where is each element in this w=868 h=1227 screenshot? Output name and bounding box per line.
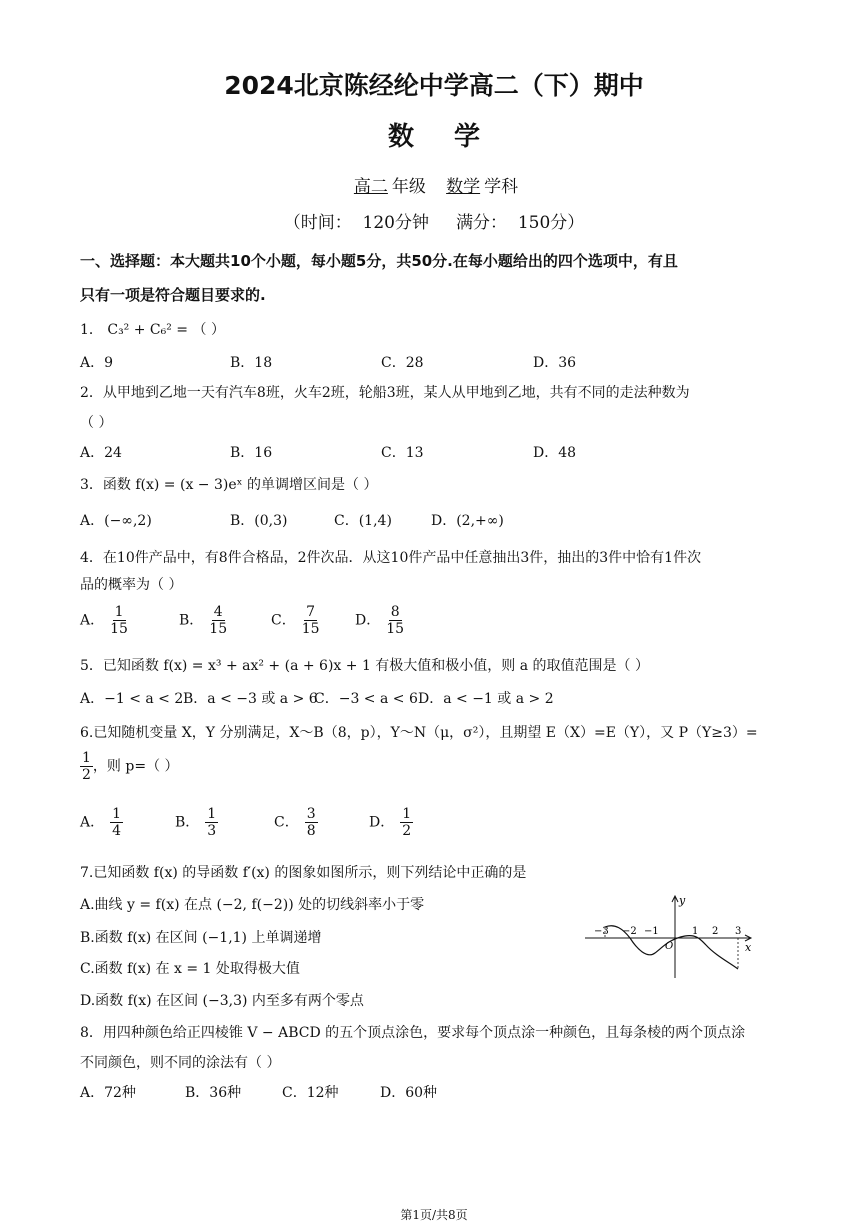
numerator: 1 — [82, 750, 91, 766]
denominator: 3 — [207, 823, 217, 840]
q1-option-c: C．28 — [381, 355, 424, 371]
q3-option-d: D．(2,+∞) — [431, 513, 504, 529]
q6-option-c — [274, 806, 318, 839]
q6-option-a-label: A． — [80, 814, 105, 831]
q1-option-a: A．9 — [80, 355, 114, 371]
q3-option-c: C．(1,4) — [334, 513, 392, 529]
tick-label-neg3: −3 — [594, 926, 609, 937]
question-2-stem-cont: （ ） — [80, 415, 113, 431]
q6-option-d — [369, 806, 413, 839]
q2-option-a: A．24 — [80, 445, 122, 461]
q5-option-c: C．−3 < a < 6 — [314, 691, 418, 707]
q4-option-a — [80, 604, 128, 637]
q5-option-b: B．a < −3 或 a > 6 — [183, 691, 318, 707]
q4-option-a-label: A． — [80, 612, 105, 629]
q4-option-b — [179, 604, 227, 637]
question-7-stem: 7.已知函数 f(x) 的导函数 f′(x) 的图象如图所示，则下列结论中正确的是 — [80, 865, 527, 881]
tick-label-1: 1 — [692, 926, 699, 937]
q1-option-b: B．18 — [230, 355, 273, 371]
q5-option-d: D．a < −1 或 a > 2 — [418, 691, 554, 707]
q2-option-d: D．48 — [533, 445, 577, 461]
q7-option-c: C.函数 f(x) 在 x = 1 处取得极大值 — [80, 961, 300, 977]
exam-title: 2024北京陈经纶中学高二（下）期中 — [224, 71, 644, 100]
tick-label-3: 3 — [735, 926, 742, 937]
discipline-suffix: 学科 — [484, 177, 519, 197]
question-4-stem: 4．在10件产品中，有8件合格品，2件次品．从这10件产品中任意抽出3件，抽出的3件中恰有1件次 — [80, 550, 702, 566]
q2-option-c: C．13 — [381, 445, 424, 461]
numerator: 7 — [306, 604, 316, 620]
question-5-stem: 5．已知函数 f(x) = x³ + ax² + (a + 6)x + 1 有极大值和极小值，则 a 的取值范围是（ ） — [80, 658, 650, 674]
y-axis-label: y — [679, 894, 686, 907]
tick-label-2: 2 — [712, 926, 719, 937]
q4-option-b-label: B． — [179, 612, 204, 629]
numerator: 4 — [213, 604, 223, 620]
derivative-graph — [585, 893, 755, 983]
question-6-stem: 6.已知随机变量 X，Y 分别满足，X～B（8，p），Y～N（μ，σ²），且期望 E（X）=E（Y），又 P（Y≥3）= — [80, 725, 758, 741]
question-8-stem-cont: 不同颜色，则不同的涂法有（ ） — [80, 1055, 281, 1071]
q5-option-a: A．−1 < a < 2 — [80, 691, 184, 707]
x-axis-label: x — [745, 941, 752, 954]
q6-stem-tail: ，则 p=（ ） — [92, 758, 179, 775]
q4-option-a-fraction — [110, 604, 128, 637]
q4-option-c-fraction — [302, 604, 320, 637]
grade-value: 高二 — [353, 177, 388, 197]
q7-option-d: D.函数 f(x) 在区间 (−3,3) 内至多有两个零点 — [80, 993, 364, 1009]
q4-option-d-fraction — [386, 604, 404, 637]
q1-option-d: D．36 — [533, 355, 577, 371]
denominator: 15 — [110, 621, 128, 638]
numerator: 1 — [207, 806, 217, 822]
subject-title: 数学 — [387, 122, 520, 152]
question-6-stem-cont — [74, 750, 179, 783]
tick-label-neg1: −1 — [644, 926, 659, 937]
q3-option-b: B．(0,3) — [230, 513, 288, 529]
section-heading-line1: 一、选择题：本大题共10个小题，每小题5分，共50分.在每小题给出的四个选项中，有且 — [80, 252, 678, 270]
grade-line — [0, 172, 868, 197]
numerator: 3 — [306, 806, 316, 822]
q8-option-d: D．60种 — [380, 1085, 438, 1101]
q4-option-d — [355, 604, 404, 637]
q8-option-b: B．36种 — [185, 1085, 242, 1101]
q6-option-b-label: B． — [175, 814, 200, 831]
q6-option-b — [175, 806, 218, 839]
q7-option-a: A.曲线 y = f(x) 在点 (−2, f(−2)) 处的切线斜率小于零 — [80, 897, 425, 913]
discipline-value: 数学 — [446, 177, 481, 197]
q6-stem-fraction — [80, 750, 93, 783]
q2-option-b: B．16 — [230, 445, 273, 461]
q4-option-c-label: C． — [271, 612, 296, 629]
grade-suffix: 年级 — [391, 177, 426, 197]
denominator: 8 — [306, 823, 316, 840]
q6-option-a-fraction — [110, 806, 123, 839]
denominator: 15 — [209, 621, 228, 638]
q8-option-a: A．72种 — [80, 1085, 136, 1101]
numerator: 8 — [390, 604, 400, 620]
question-8-stem: 8．用四种颜色给正四棱锥 V − ABCD 的五个顶点涂色，要求每个顶点涂一种颜色，且每条棱的两个顶点涂 — [80, 1025, 746, 1041]
question-3-stem: 3．函数 f(x) = (x − 3)eˣ 的单调增区间是（ ） — [80, 477, 378, 493]
question-2-stem: 2．从甲地到乙地一天有汽车8班，火车2班，轮船3班，某人从甲地到乙地，共有不同的走法种数为 — [80, 385, 690, 401]
question-1-stem: 1． C₃² + C₆² = （ ） — [80, 322, 225, 338]
q4-option-b-fraction — [209, 604, 227, 637]
numerator: 1 — [114, 604, 124, 620]
q6-option-b-fraction — [205, 806, 218, 839]
q6-option-d-fraction — [400, 806, 413, 839]
denominator: 15 — [301, 621, 320, 638]
q3-option-a: A．(−∞,2) — [80, 513, 152, 529]
time-score-info: （时间： 120分钟 满分： 150分） — [283, 213, 585, 233]
q8-option-c: C．12种 — [282, 1085, 339, 1101]
q6-option-a — [80, 806, 123, 839]
q6-option-d-label: D． — [369, 814, 395, 831]
origin-label: O — [665, 941, 674, 952]
q6-option-c-label: C． — [274, 814, 299, 831]
page-number: 第1页/共8页 — [400, 1208, 468, 1222]
denominator: 4 — [112, 823, 122, 840]
numerator: 1 — [112, 806, 122, 822]
question-4-stem-cont: 品的概率为（ ） — [80, 577, 183, 593]
q4-option-c — [271, 604, 320, 637]
numerator: 1 — [402, 806, 412, 822]
denominator: 2 — [82, 767, 91, 784]
denominator: 2 — [402, 823, 412, 840]
q7-option-b: B.函数 f(x) 在区间 (−1,1) 上单调递增 — [80, 930, 322, 946]
q4-option-d-label: D． — [355, 612, 381, 629]
denominator: 15 — [386, 621, 405, 638]
section-heading-line2: 只有一项是符合题目要求的. — [80, 286, 266, 304]
tick-label-neg2: −2 — [622, 926, 637, 937]
q6-option-c-fraction — [305, 806, 318, 839]
